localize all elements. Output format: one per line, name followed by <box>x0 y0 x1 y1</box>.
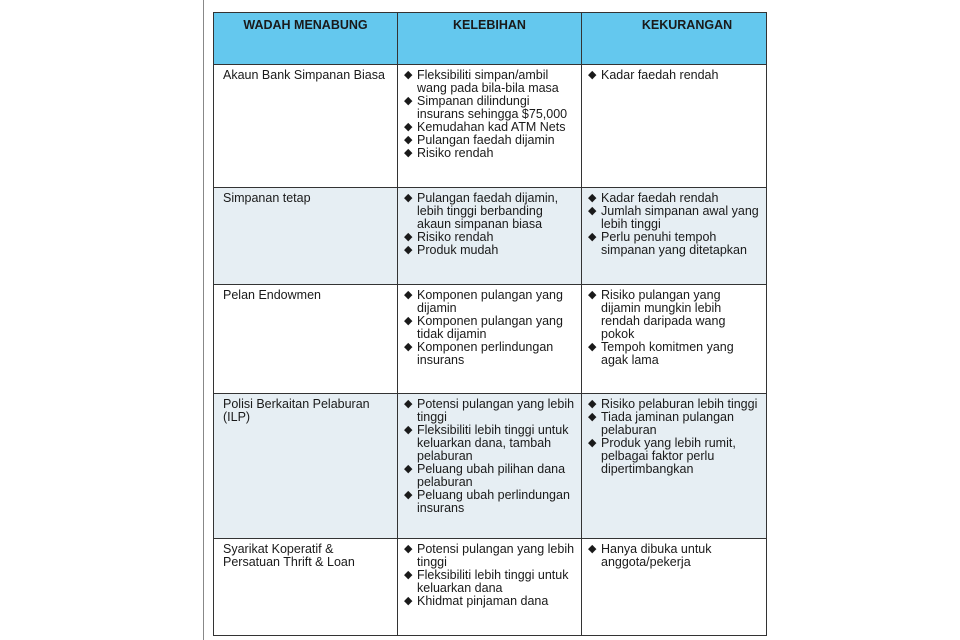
list-item <box>404 244 575 257</box>
list-item <box>404 69 575 95</box>
diamond-bullet-icon: ◆ <box>404 341 413 353</box>
header-kekurangan: KEKURANGAN <box>582 13 767 65</box>
diamond-bullet-icon: ◆ <box>404 95 413 107</box>
header-wadah-menabung: WADAH MENABUNG <box>214 13 398 65</box>
list-item <box>404 341 575 367</box>
wadah-cell: Simpanan tetap <box>214 188 398 285</box>
diamond-bullet-icon: ◆ <box>404 289 413 301</box>
list-item <box>588 289 760 341</box>
header-kelebihan: KELEBIHAN <box>398 13 582 65</box>
table-header-row <box>214 13 767 65</box>
table-row <box>214 394 767 539</box>
list-item <box>404 398 575 424</box>
diamond-bullet-icon: ◆ <box>404 315 413 327</box>
kelebihan-text: Peluang ubah perlindungan insurans <box>417 488 570 515</box>
diamond-bullet-icon: ◆ <box>588 69 597 81</box>
kekurangan-text: Hanya dibuka untuk anggota/pekerja <box>601 542 712 569</box>
wadah-cell: Akaun Bank Simpanan Biasa <box>214 65 398 188</box>
kekurangan-text: Tiada jaminan pulangan pelaburan <box>601 410 734 437</box>
kelebihan-cell <box>398 539 582 636</box>
kelebihan-cell <box>398 65 582 188</box>
kelebihan-text: Kemudahan kad ATM Nets <box>417 120 566 134</box>
kelebihan-list <box>404 192 575 257</box>
kelebihan-list <box>404 69 575 160</box>
diamond-bullet-icon: ◆ <box>588 411 597 423</box>
diamond-bullet-icon: ◆ <box>588 341 597 353</box>
kelebihan-text: Produk mudah <box>417 243 499 257</box>
diamond-bullet-icon: ◆ <box>588 231 597 243</box>
kelebihan-text: Risiko rendah <box>417 230 494 244</box>
kelebihan-list <box>404 289 575 367</box>
list-item <box>404 595 575 608</box>
list-item <box>404 569 575 595</box>
diamond-bullet-icon: ◆ <box>404 192 413 204</box>
table-body <box>214 65 767 636</box>
kekurangan-text: Tempoh komitmen yang agak lama <box>601 340 734 367</box>
kekurangan-text: Kadar faedah rendah <box>601 191 719 205</box>
diamond-bullet-icon: ◆ <box>404 595 413 607</box>
diamond-bullet-icon: ◆ <box>404 244 413 256</box>
kelebihan-cell <box>398 394 582 539</box>
kekurangan-list <box>588 543 760 569</box>
diamond-bullet-icon: ◆ <box>588 437 597 449</box>
kelebihan-text: Komponen pulangan yang dijamin <box>417 288 563 315</box>
kekurangan-cell <box>582 188 767 285</box>
kelebihan-text: Potensi pulangan yang lebih tinggi <box>417 542 575 569</box>
list-item <box>588 411 760 437</box>
list-item <box>404 95 575 121</box>
kelebihan-text: Risiko rendah <box>417 146 494 160</box>
kelebihan-text: Fleksibiliti simpan/ambil wang pada bila-bila masa <box>417 68 559 95</box>
kekurangan-list <box>588 289 760 367</box>
diamond-bullet-icon: ◆ <box>404 121 413 133</box>
kelebihan-text: Simpanan dilindungi insurans sehingga $75,000 <box>417 94 568 121</box>
list-item <box>404 543 575 569</box>
table-row <box>214 539 767 636</box>
diamond-bullet-icon: ◆ <box>404 398 413 410</box>
diamond-bullet-icon: ◆ <box>404 147 413 159</box>
kekurangan-cell <box>582 539 767 636</box>
page-margin-rule <box>203 0 204 640</box>
list-item <box>588 231 760 257</box>
kekurangan-text: Perlu penuhi tempoh simpanan yang ditetapkan <box>601 230 747 257</box>
kelebihan-text: Fleksibiliti lebih tinggi untuk keluarkan dana, tambah pelaburan <box>417 423 569 463</box>
list-item <box>588 205 760 231</box>
list-item <box>404 463 575 489</box>
table-row <box>214 188 767 285</box>
kelebihan-text: Potensi pulangan yang lebih tinggi <box>417 397 575 424</box>
kelebihan-list <box>404 398 575 515</box>
diamond-bullet-icon: ◆ <box>404 231 413 243</box>
list-item <box>404 192 575 231</box>
kekurangan-list <box>588 192 760 257</box>
kelebihan-cell <box>398 188 582 285</box>
kelebihan-text: Komponen perlindungan insurans <box>417 340 554 367</box>
kelebihan-text: Khidmat pinjaman dana <box>417 594 549 608</box>
list-item <box>588 69 760 82</box>
wadah-cell: Syarikat Koperatif & Persatuan Thrift & Loan <box>214 539 398 636</box>
list-item <box>404 289 575 315</box>
diamond-bullet-icon: ◆ <box>588 192 597 204</box>
table-row <box>214 285 767 394</box>
savings-comparison-table <box>213 12 767 636</box>
list-item <box>588 437 760 476</box>
kelebihan-text: Fleksibiliti lebih tinggi untuk keluarkan dana <box>417 568 569 595</box>
list-item <box>404 147 575 160</box>
kekurangan-text: Risiko pulangan yang dijamin mungkin lebih rendah daripada wang pokok <box>601 288 726 341</box>
diamond-bullet-icon: ◆ <box>404 69 413 81</box>
kekurangan-cell <box>582 65 767 188</box>
kelebihan-text: Pulangan faedah dijamin <box>417 133 555 147</box>
list-item <box>588 341 760 367</box>
kekurangan-list <box>588 69 760 82</box>
diamond-bullet-icon: ◆ <box>404 134 413 146</box>
kekurangan-text: Risiko pelaburan lebih tinggi <box>601 397 758 411</box>
diamond-bullet-icon: ◆ <box>404 543 413 555</box>
kekurangan-cell <box>582 394 767 539</box>
diamond-bullet-icon: ◆ <box>404 424 413 436</box>
diamond-bullet-icon: ◆ <box>588 398 597 410</box>
savings-comparison-table-wrap <box>213 12 766 620</box>
kekurangan-cell <box>582 285 767 394</box>
diamond-bullet-icon: ◆ <box>404 489 413 501</box>
list-item <box>588 543 760 569</box>
wadah-cell: Pelan Endowmen <box>214 285 398 394</box>
kelebihan-text: Peluang ubah pilihan dana pelaburan <box>417 462 566 489</box>
kelebihan-cell <box>398 285 582 394</box>
kelebihan-list <box>404 543 575 608</box>
diamond-bullet-icon: ◆ <box>588 289 597 301</box>
diamond-bullet-icon: ◆ <box>404 569 413 581</box>
list-item <box>404 315 575 341</box>
wadah-cell: Polisi Berkaitan Pelaburan (ILP) <box>214 394 398 539</box>
kekurangan-list <box>588 398 760 476</box>
diamond-bullet-icon: ◆ <box>404 463 413 475</box>
diamond-bullet-icon: ◆ <box>588 205 597 217</box>
kelebihan-text: Komponen pulangan yang tidak dijamin <box>417 314 563 341</box>
kekurangan-text: Kadar faedah rendah <box>601 68 719 82</box>
kekurangan-text: Produk yang lebih rumit, pelbagai faktor perlu dipertimbangkan <box>601 436 736 476</box>
kekurangan-text: Jumlah simpanan awal yang lebih tinggi <box>601 204 759 231</box>
list-item <box>404 489 575 515</box>
table-row <box>214 65 767 188</box>
kelebihan-text: Pulangan faedah dijamin, lebih tinggi berbanding akaun simpanan biasa <box>417 191 559 231</box>
list-item <box>404 424 575 463</box>
diamond-bullet-icon: ◆ <box>588 543 597 555</box>
